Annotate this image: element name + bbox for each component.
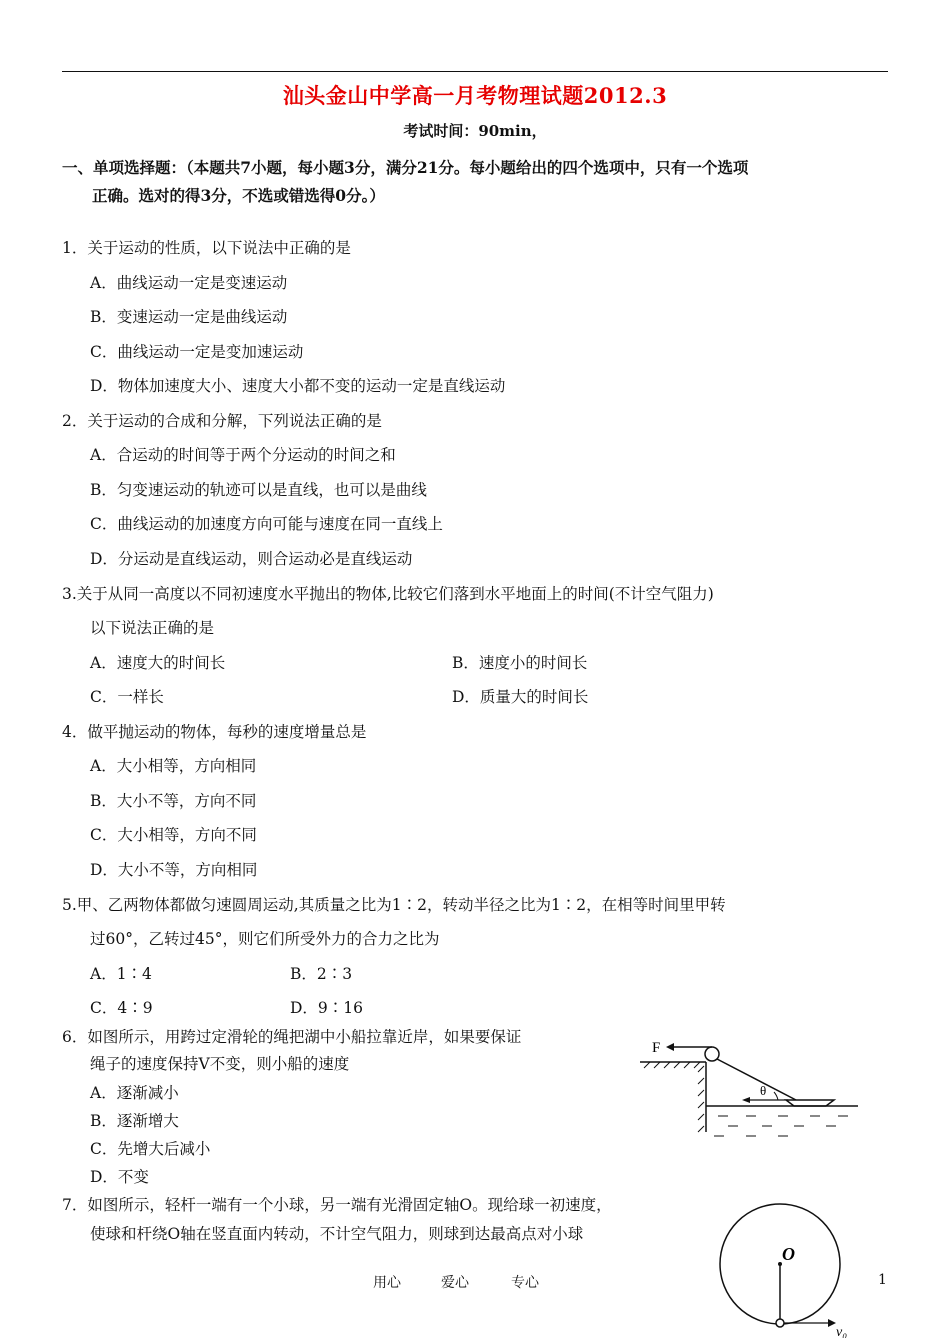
question-3-option-d: D．质量大的时间长 [452, 688, 589, 706]
section-heading [62, 154, 892, 210]
question-4-option-d: D．大小不等，方向相同 [90, 861, 258, 879]
question-1-option-b: B．变速运动一定是曲线运动 [90, 308, 288, 326]
question-4-stem: 4．做平抛运动的物体，每秒的速度增量总是 [62, 723, 367, 741]
question-3-option-a: A．速度大的时间长 [90, 654, 226, 672]
angle-label: θ [760, 1083, 767, 1098]
force-label: F [652, 1040, 661, 1056]
axis-label: O [782, 1244, 795, 1264]
question-2-option-d: D．分运动是直线运动，则合运动必是直线运动 [90, 550, 413, 568]
question-6-option-b: B．逐渐增大 [90, 1112, 179, 1130]
question-2-stem: 2．关于运动的合成和分解，下列说法正确的是 [62, 412, 382, 430]
pulley-icon [705, 1047, 719, 1061]
exam-time: 考试时间：90min， [403, 122, 547, 140]
ball-icon [776, 1319, 784, 1327]
question-1-option-a: A．曲线运动一定是变速运动 [90, 274, 288, 292]
page-number: 1 [878, 1272, 887, 1288]
question-5-stem-cont: 过60°，乙转过45°，则它们所受外力的合力之比为 [90, 930, 440, 948]
question-7-stem: 7．如图所示，轻杆一端有一个小球，另一端有光滑固定轴O。现给球一初速度， [62, 1196, 612, 1214]
question-6-stem-cont: 绳子的速度保持V不变，则小船的速度 [90, 1055, 350, 1073]
question-4-option-b: B．大小不等，方向不同 [90, 792, 257, 810]
exam-title: 汕头金山中学高一月考物理试题2012.3 [282, 83, 668, 108]
question-3-stem: 3.关于从同一高度以不同初速度水平抛出的物体,比较它们落到水平地面上的时间(不计空气阻力) [62, 585, 714, 603]
question-4-option-c: C．大小相等，方向不同 [90, 826, 257, 844]
rod-ball-figure [718, 1190, 868, 1338]
section-heading-line1: 一、单项选择题：（本题共7小题，每小题3分，满分21分。每小题给出的四个选项中，只有一个选项 [62, 158, 749, 177]
question-1-option-c: C．曲线运动一定是变加速运动 [90, 343, 304, 361]
question-3-option-b: B．速度小的时间长 [452, 654, 588, 672]
question-2-option-a: A．合运动的时间等于两个分运动的时间之和 [90, 446, 396, 464]
question-7-stem-cont: 使球和杆绕O轴在竖直面内转动，不计空气阻力，则球到达最高点对小球 [90, 1225, 584, 1243]
question-6-stem: 6．如图所示，用跨过定滑轮的绳把湖中小船拉靠近岸，如果要保证 [62, 1028, 522, 1046]
question-5-option-b: B．2∶3 [290, 965, 353, 983]
velocity-label: v₀ [836, 1325, 848, 1338]
question-3-option-c: C．一样长 [90, 688, 164, 706]
question-2-option-b: B．匀变速运动的轨迹可以是直线，也可以是曲线 [90, 481, 427, 499]
question-5-option-c: C．4∶9 [90, 999, 153, 1017]
pulley-boat-figure [638, 1032, 860, 1144]
question-1-option-d: D．物体加速度大小、速度大小都不变的运动一定是直线运动 [90, 377, 506, 395]
header-rule [62, 71, 888, 72]
section-heading-line2: 正确。选对的得3分，不选或错选得0分。） [92, 186, 385, 205]
question-6-option-d: D．不变 [90, 1168, 149, 1186]
question-4-option-a: A．大小相等，方向相同 [90, 757, 257, 775]
question-1-stem: 1．关于运动的性质，以下说法中正确的是 [62, 239, 351, 257]
footer-item-1: 用心 [373, 1275, 401, 1291]
question-3-stem-cont: 以下说法正确的是 [90, 619, 215, 637]
boat-icon [786, 1100, 834, 1106]
footer-item-3: 专心 [511, 1275, 539, 1291]
footer-item-2: 爱心 [441, 1275, 469, 1291]
question-2-option-c: C．曲线运动的加速度方向可能与速度在同一直线上 [90, 515, 443, 533]
question-5-option-a: A．1∶4 [90, 965, 152, 983]
question-6-option-c: C．先增大后减小 [90, 1140, 211, 1158]
question-5-stem: 5.甲、乙两物体都做匀速圆周运动,其质量之比为1∶2，转动半径之比为1∶2，在相等时间里甲转 [62, 896, 726, 914]
question-5-option-d: D．9∶16 [290, 999, 364, 1017]
question-6-option-a: A．逐渐减小 [90, 1084, 179, 1102]
